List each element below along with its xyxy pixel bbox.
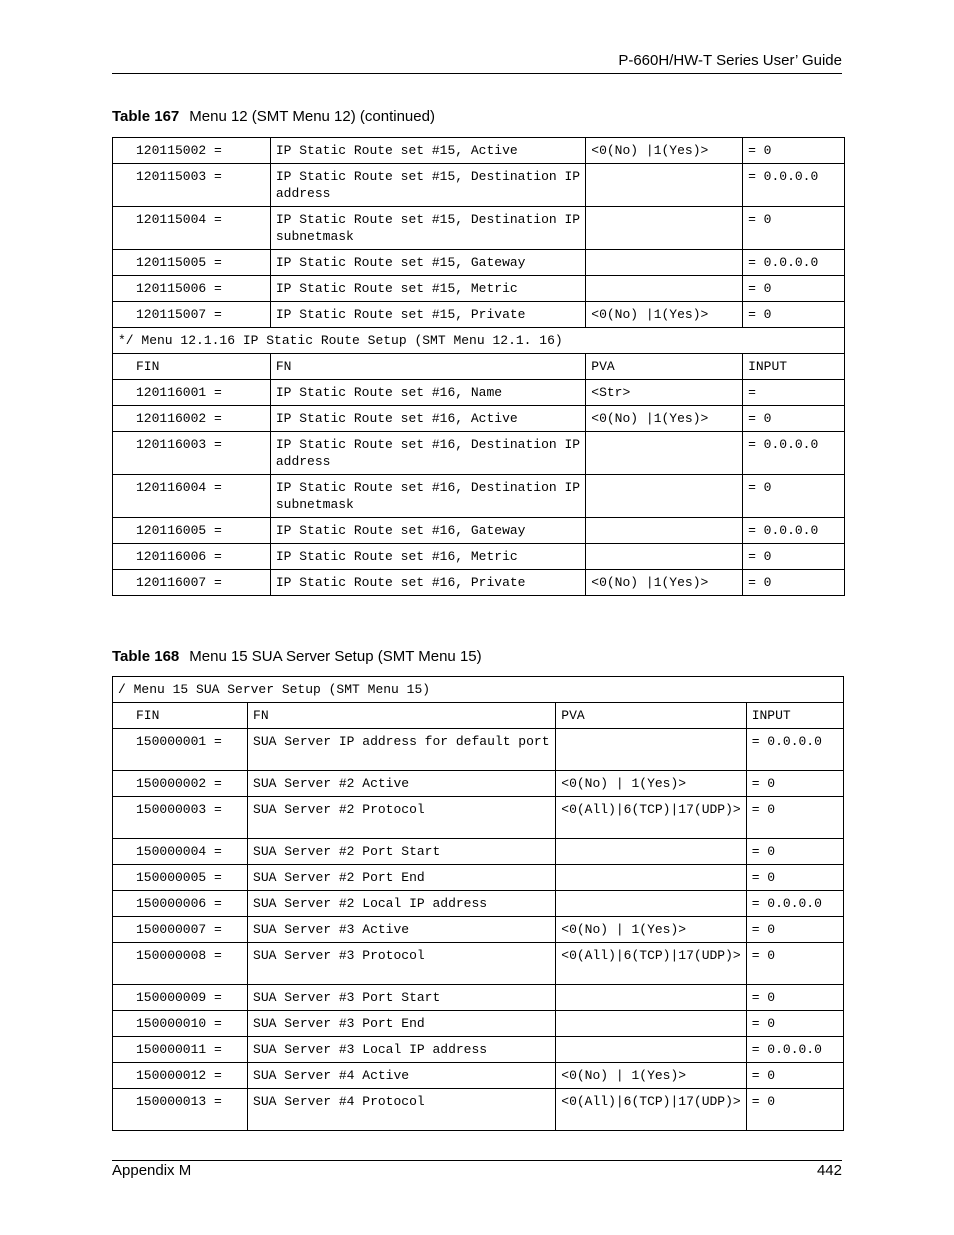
pva-cell: [556, 1011, 746, 1037]
fin-cell: 150000004 =: [113, 839, 248, 865]
table-row: [113, 302, 845, 328]
pva-cell: <0(No) |1(Yes)>: [586, 302, 743, 328]
fin-cell: 150000009 =: [113, 985, 248, 1011]
fin-cell: 150000002 =: [113, 771, 248, 797]
fn-cell: IP Static Route set #15, Destination IP address: [270, 164, 585, 207]
table-row: [113, 276, 845, 302]
table-row: [113, 1011, 844, 1037]
input-cell: = 0: [743, 570, 845, 596]
fn-cell: IP Static Route set #16, Private: [270, 570, 585, 596]
fin-cell: 150000005 =: [113, 865, 248, 891]
table-168: [112, 676, 844, 1131]
fn-cell: IP Static Route set #16, Metric: [270, 544, 585, 570]
input-cell: = 0: [746, 1089, 843, 1131]
fn-cell: SUA Server #2 Local IP address: [248, 891, 556, 917]
table-167: [112, 137, 845, 596]
input-cell: = 0.0.0.0: [743, 250, 845, 276]
input-cell: = 0: [743, 544, 845, 570]
table-168-title: Menu 15 SUA Server Setup (SMT Menu 15): [189, 648, 482, 665]
pva-cell: <0(No) |1(Yes)>: [586, 406, 743, 432]
fn-cell: SUA Server #3 Active: [248, 917, 556, 943]
fin-cell: 150000003 =: [113, 797, 248, 839]
pva-cell: <0(No) | 1(Yes)>: [556, 1063, 746, 1089]
pva-cell: [586, 250, 743, 276]
pva-cell: [556, 1037, 746, 1063]
table-row: [113, 432, 845, 475]
pva-cell: [556, 839, 746, 865]
footer-section-label: Appendix M: [112, 1162, 192, 1179]
pva-cell: [586, 207, 743, 250]
table-row: [113, 943, 844, 985]
column-header-fin: FIN: [113, 354, 271, 380]
fn-cell: IP Static Route set #15, Destination IP subnetmask: [270, 207, 585, 250]
table-167-caption: [112, 108, 435, 125]
table-row: [113, 729, 844, 771]
fin-cell: 120115004 =: [113, 207, 271, 250]
table-row: [113, 865, 844, 891]
fn-cell: SUA Server #3 Protocol: [248, 943, 556, 985]
input-cell: = 0.0.0.0: [743, 432, 845, 475]
fin-cell: 120115005 =: [113, 250, 271, 276]
input-cell: = 0: [743, 302, 845, 328]
fin-cell: 150000006 =: [113, 891, 248, 917]
input-cell: = 0: [743, 276, 845, 302]
column-header-pva: PVA: [556, 703, 746, 729]
input-cell: = 0: [746, 943, 843, 985]
table-row: [113, 250, 845, 276]
fn-cell: SUA Server #2 Port Start: [248, 839, 556, 865]
fin-cell: 150000010 =: [113, 1011, 248, 1037]
input-cell: = 0.0.0.0: [746, 1037, 843, 1063]
fn-cell: IP Static Route set #16, Active: [270, 406, 585, 432]
table-168-label: Table 168: [112, 648, 180, 665]
input-cell: = 0: [746, 865, 843, 891]
pva-cell: <0(No) | 1(Yes)>: [556, 771, 746, 797]
fin-cell: 150000011 =: [113, 1037, 248, 1063]
fn-cell: SUA Server #4 Active: [248, 1063, 556, 1089]
section-row: [113, 677, 844, 703]
pva-cell: <0(All)|6(TCP)|17(UDP)>: [556, 1089, 746, 1131]
pva-cell: [586, 518, 743, 544]
pva-cell: <0(No) |1(Yes)>: [586, 138, 743, 164]
column-header-fin: FIN: [113, 703, 248, 729]
pva-cell: [556, 865, 746, 891]
fin-cell: 150000001 =: [113, 729, 248, 771]
column-header-input: INPUT: [746, 703, 843, 729]
input-cell: = 0.0.0.0: [743, 518, 845, 544]
fin-cell: 120115002 =: [113, 138, 271, 164]
input-cell: = 0: [746, 917, 843, 943]
footer-divider: [112, 1160, 842, 1161]
column-header-row: [113, 703, 844, 729]
table-row: [113, 797, 844, 839]
fin-cell: 150000013 =: [113, 1089, 248, 1131]
fn-cell: IP Static Route set #15, Metric: [270, 276, 585, 302]
column-header-fn: FN: [248, 703, 556, 729]
input-cell: = 0: [743, 406, 845, 432]
fn-cell: IP Static Route set #16, Destination IP subnetmask: [270, 475, 585, 518]
fin-cell: 120116004 =: [113, 475, 271, 518]
table-row: [113, 1063, 844, 1089]
table-row: [113, 544, 845, 570]
fin-cell: 120116006 =: [113, 544, 271, 570]
table-row: [113, 771, 844, 797]
table-row: [113, 138, 845, 164]
pva-cell: [586, 276, 743, 302]
pva-cell: [586, 164, 743, 207]
column-header-pva: PVA: [586, 354, 743, 380]
table-row: [113, 1089, 844, 1131]
input-cell: = 0: [746, 985, 843, 1011]
page-header-title: P-660H/HW-T Series User’ Guide: [618, 52, 842, 69]
table-row: [113, 164, 845, 207]
input-cell: =: [743, 380, 845, 406]
input-cell: = 0: [743, 138, 845, 164]
fn-cell: SUA Server #2 Protocol: [248, 797, 556, 839]
table-row: [113, 518, 845, 544]
pva-cell: <0(All)|6(TCP)|17(UDP)>: [556, 943, 746, 985]
input-cell: = 0: [743, 475, 845, 518]
pva-cell: [556, 891, 746, 917]
table-row: [113, 985, 844, 1011]
pva-cell: <0(No) |1(Yes)>: [586, 570, 743, 596]
pva-cell: [586, 432, 743, 475]
input-cell: = 0.0.0.0: [743, 164, 845, 207]
fin-cell: 120116005 =: [113, 518, 271, 544]
input-cell: = 0.0.0.0: [746, 891, 843, 917]
pva-cell: [586, 475, 743, 518]
fn-cell: SUA Server #3 Local IP address: [248, 1037, 556, 1063]
table-row: [113, 1037, 844, 1063]
fn-cell: IP Static Route set #15, Gateway: [270, 250, 585, 276]
table-row: [113, 475, 845, 518]
pva-cell: <0(All)|6(TCP)|17(UDP)>: [556, 797, 746, 839]
fn-cell: IP Static Route set #16, Gateway: [270, 518, 585, 544]
column-header-input: INPUT: [743, 354, 845, 380]
fn-cell: SUA Server #2 Port End: [248, 865, 556, 891]
fn-cell: IP Static Route set #15, Active: [270, 138, 585, 164]
pva-cell: <0(No) | 1(Yes)>: [556, 917, 746, 943]
pva-cell: [586, 544, 743, 570]
input-cell: = 0: [746, 1011, 843, 1037]
column-header-fn: FN: [270, 354, 585, 380]
fin-cell: 120115003 =: [113, 164, 271, 207]
input-cell: = 0: [743, 207, 845, 250]
table-167-title: Menu 12 (SMT Menu 12) (continued): [189, 108, 435, 125]
fin-cell: 120116003 =: [113, 432, 271, 475]
input-cell: = 0: [746, 1063, 843, 1089]
table-row: [113, 839, 844, 865]
input-cell: = 0: [746, 771, 843, 797]
fn-cell: IP Static Route set #16, Name: [270, 380, 585, 406]
pva-cell: [556, 729, 746, 771]
fn-cell: SUA Server IP address for default port: [248, 729, 556, 771]
pva-cell: <Str>: [586, 380, 743, 406]
header-divider: [112, 73, 842, 74]
fin-cell: 120115007 =: [113, 302, 271, 328]
fin-cell: 120116002 =: [113, 406, 271, 432]
fin-cell: 150000007 =: [113, 917, 248, 943]
table-row: [113, 380, 845, 406]
table-row: [113, 406, 845, 432]
input-cell: = 0: [746, 797, 843, 839]
fn-cell: SUA Server #2 Active: [248, 771, 556, 797]
input-cell: = 0.0.0.0: [746, 729, 843, 771]
table-168-caption: [112, 648, 482, 665]
section-heading: */ Menu 12.1.16 IP Static Route Setup (SMT Menu 12.1. 16): [113, 328, 845, 354]
section-row: [113, 328, 845, 354]
fin-cell: 120116001 =: [113, 380, 271, 406]
table-167-label: Table 167: [112, 108, 180, 125]
fin-cell: 150000012 =: [113, 1063, 248, 1089]
table-row: [113, 891, 844, 917]
table-row: [113, 207, 845, 250]
fin-cell: 150000008 =: [113, 943, 248, 985]
fin-cell: 120115006 =: [113, 276, 271, 302]
pva-cell: [556, 985, 746, 1011]
table-row: [113, 570, 845, 596]
fn-cell: IP Static Route set #15, Private: [270, 302, 585, 328]
table-row: [113, 917, 844, 943]
column-header-row: [113, 354, 845, 380]
fn-cell: IP Static Route set #16, Destination IP address: [270, 432, 585, 475]
fn-cell: SUA Server #3 Port End: [248, 1011, 556, 1037]
page-number: 442: [816, 1162, 842, 1179]
input-cell: = 0: [746, 839, 843, 865]
section-heading: / Menu 15 SUA Server Setup (SMT Menu 15): [113, 677, 844, 703]
fn-cell: SUA Server #4 Protocol: [248, 1089, 556, 1131]
fin-cell: 120116007 =: [113, 570, 271, 596]
fn-cell: SUA Server #3 Port Start: [248, 985, 556, 1011]
